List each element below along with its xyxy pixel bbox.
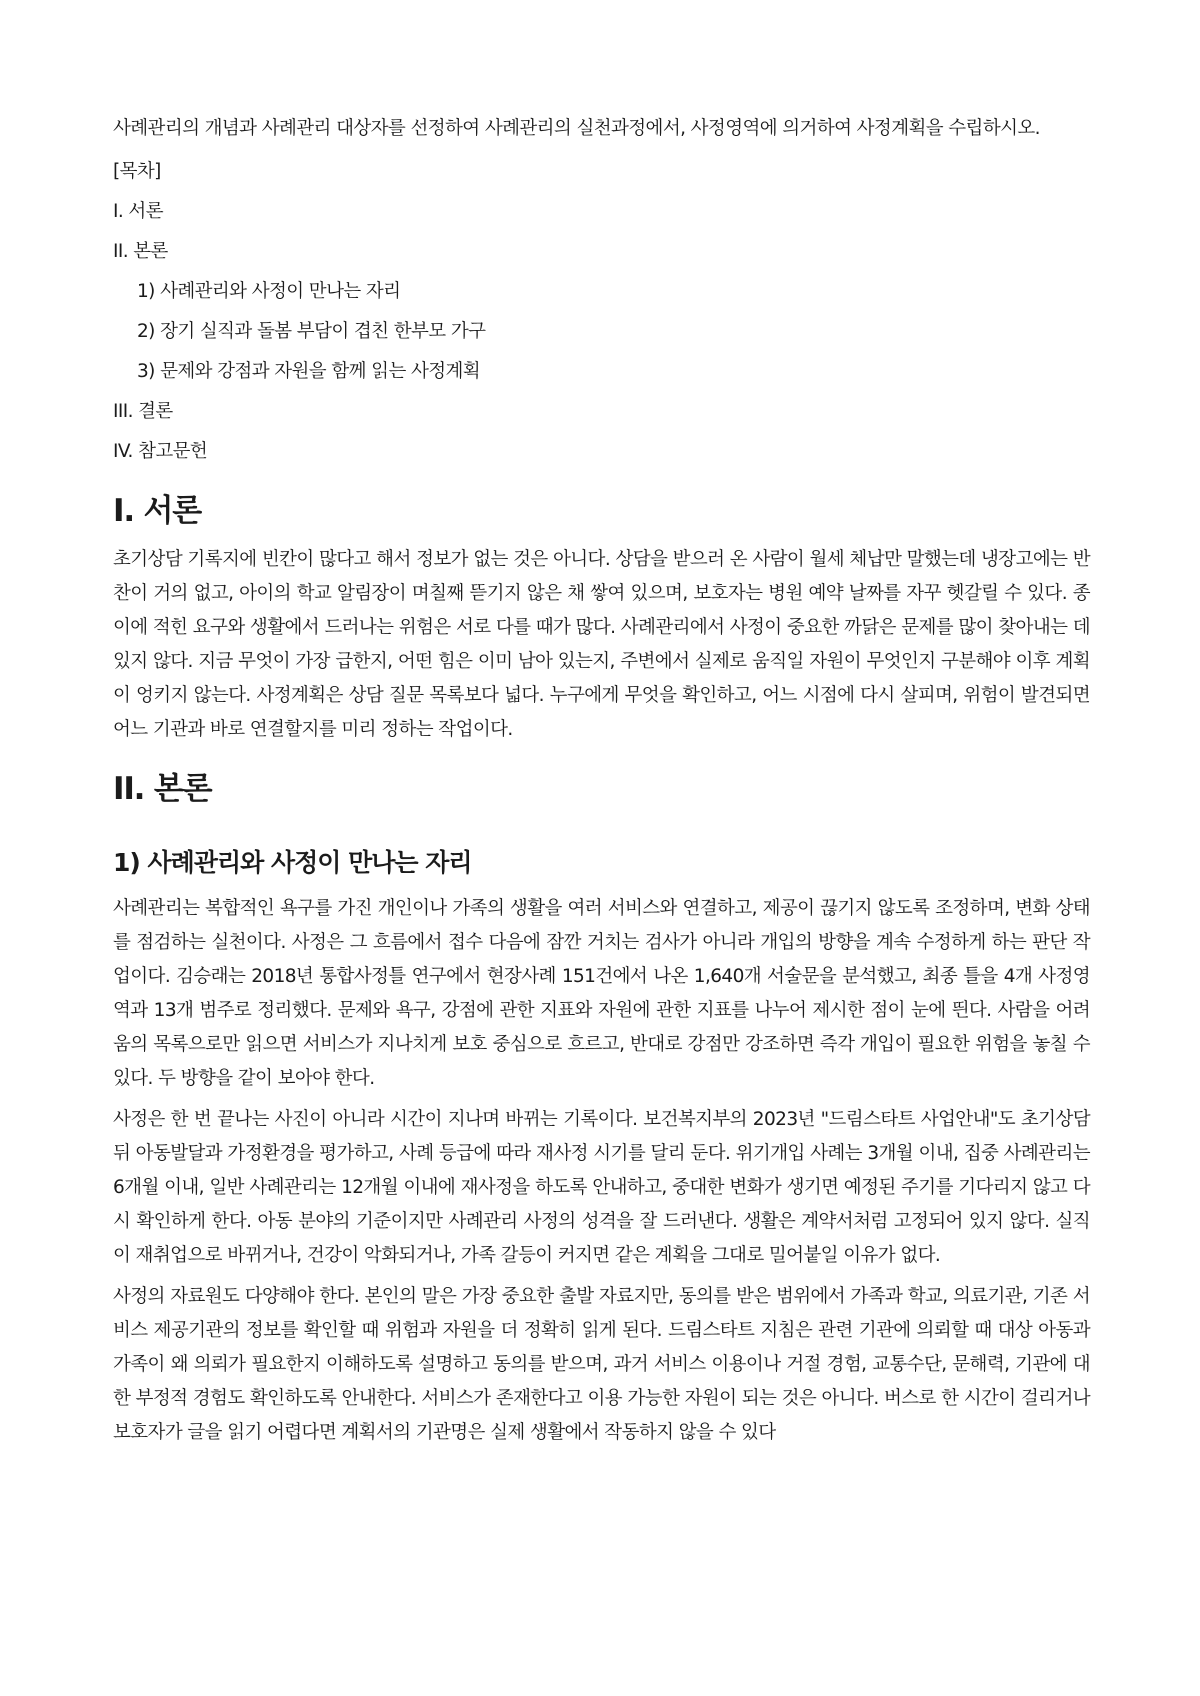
toc-item: IV. 참고문헌 [113, 441, 208, 462]
body-paragraph: 사정은 한 번 끝나는 사진이 아니라 시간이 지나며 바뀌는 기록이다. 보건복지부의 2023년 "드림스타트 사업안내"도 초기상담 뒤 아동발달과 가정환경을 평가하고, 사례 등급에 따라 재사정 시기를 달리 둔다. 위기개입 사례는 3개월 이내, 집중 사례관리는 6개월 이내, 일반 사례관리는 12개월 이내에 재사정을 하도록 안내하고, 중대한 변화가 생기면 예정된 주기를 기다리지 않고 다시 확인하게 한다. 아동 분야의 기준이지만 사례관리 사정의 성격을 잘 드러낸다. 생활은 계약서처럼 고정되어 있지 않다. 실직이 재취업으로 바뀌거나, 건강이 악화되거나, 가족 갈등이 커지면 같은 계획을 그대로 밀어붙일 이유가 없다. [113, 1109, 1090, 1266]
table-of-contents [113, 155, 1090, 469]
intro-paragraph: 초기상담 기록지에 빈칸이 많다고 해서 정보가 없는 것은 아니다. 상담을 받으러 온 사람이 월세 체납만 말했는데 냉장고에는 반찬이 거의 없고, 아이의 학교 알림장이 며칠째 뜯기지 않은 채 쌓여 있으며, 보호자는 병원 예약 날짜를 자꾸 헷갈릴 수 있다. 종이에 적힌 요구와 생활에서 드러나는 위험은 서로 다를 때가 많다. 사례관리에서 사정이 중요한 까닭은 문제를 많이 찾아내는 데 있지 않다. 지금 무엇이 가장 급한지, 어떤 힘은 이미 남아 있는지, 주변에서 실제로 움직일 자원이 무엇인지 구분해야 이후 계획이 엉키지 않는다. 사정계획은 상담 질문 목록보다 넓다. 누구에게 무엇을 확인하고, 어느 시점에 다시 살피며, 위험이 발견되면 어느 기관과 바로 연결할지를 미리 정하는 작업이다. [113, 549, 1090, 740]
assignment-question: 사례관리의 개념과 사례관리 대상자를 선정하여 사례관리의 실천과정에서, 사정영역에 의거하여 사정계획을 수립하시오. [113, 118, 1040, 139]
toc-subitem: 1) 사례관리와 사정이 만나는 자리 [137, 281, 401, 302]
subsection-heading: 1) 사례관리와 사정이 만나는 자리 [113, 848, 472, 877]
section-heading-body: II. 본론 [113, 771, 212, 807]
toc-item: III. 결론 [113, 401, 173, 422]
toc-item: II. 본론 [113, 241, 168, 262]
body-paragraph: 사례관리는 복합적인 욕구를 가진 개인이나 가족의 생활을 여러 서비스와 연결하고, 제공이 끊기지 않도록 조정하며, 변화 상태를 점검하는 실천이다. 사정은 그 흐름에서 접수 다음에 잠깐 거치는 검사가 아니라 개입의 방향을 계속 수정하게 하는 판단 작업이다. 김승래는 2018년 통합사정틀 연구에서 현장사례 151건에서 나온 1,640개 서술문을 분석했고, 최종 틀을 4개 사정영역과 13개 범주로 정리했다. 문제와 욕구, 강점에 관한 지표와 자원에 관한 지표를 나누어 제시한 점이 눈에 띈다. 사람을 어려움의 목록으로만 읽으면 서비스가 지나치게 보호 중심으로 흐르고, 반대로 강점만 강조하면 즉각 개입이 필요한 위험을 놓칠 수 있다. 두 방향을 같이 보아야 한다. [113, 898, 1090, 1089]
body-paragraph: 사정의 자료원도 다양해야 한다. 본인의 말은 가장 중요한 출발 자료지만, 동의를 받은 범위에서 가족과 학교, 의료기관, 기존 서비스 제공기관의 정보를 확인할 때 위험과 자원을 더 정확히 읽게 된다. 드림스타트 지침은 관련 기관에 의뢰할 때 대상 아동과 가족이 왜 의뢰가 필요한지 이해하도록 설명하고 동의를 받으며, 과거 서비스 이용이나 거절 경험, 교통수단, 문해력, 기관에 대한 부정적 경험도 확인하도록 안내한다. 서비스가 존재한다고 이용 가능한 자원이 되는 것은 아니다. 버스로 한 시간이 걸리거나 보호자가 글을 읽기 어렵다면 계획서의 기관명은 실제 생활에서 작동하지 않을 수 있다 [113, 1286, 1090, 1443]
toc-subitem: 3) 문제와 강점과 자원을 함께 읽는 사정계획 [137, 361, 481, 382]
document-content [113, 112, 1090, 1457]
toc-heading: [목차] [113, 161, 161, 182]
toc-subitem: 2) 장기 실직과 돌봄 부담이 겹친 한부모 가구 [137, 321, 486, 342]
section-heading-intro: I. 서론 [113, 493, 201, 529]
toc-item: I. 서론 [113, 201, 163, 222]
